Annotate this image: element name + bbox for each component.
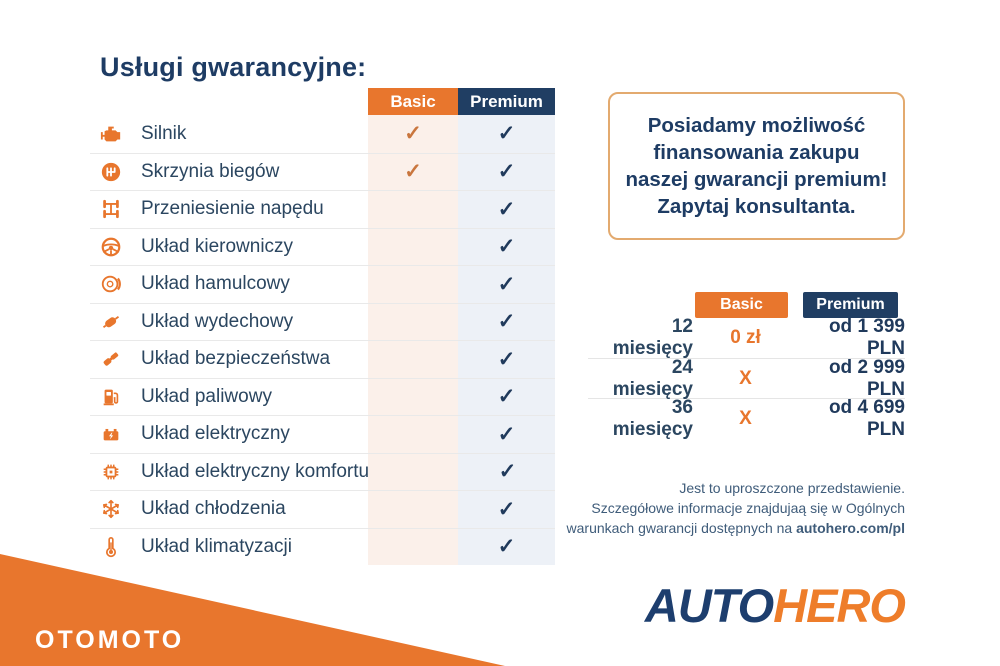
service-label: Silnik — [141, 122, 187, 144]
pricing-basic-value: 0 zł — [730, 327, 761, 348]
disclaimer-line: Jest to uproszczone przedstawienie. — [679, 480, 905, 496]
engine-icon — [100, 123, 124, 145]
service-label: Układ elektryczny — [141, 423, 290, 445]
pricing-premium-value: od 4 699 PLN — [828, 396, 905, 440]
snowflake-icon — [100, 498, 124, 520]
service-label: Układ chłodzenia — [141, 498, 286, 520]
chip-icon — [100, 461, 124, 483]
disclaimer-line: Szczegółowe informacje znajdujaą się w Ogólnych — [591, 500, 905, 516]
pricing-period: 12 miesięcy — [612, 316, 693, 359]
otomoto-logo: OTOMOTO — [35, 626, 185, 654]
premium-check-cell: ✓ — [497, 497, 516, 521]
service-row — [90, 453, 555, 491]
service-label: Układ hamulcowy — [141, 273, 290, 295]
pricing-row — [588, 358, 905, 398]
seatbelt-icon — [100, 348, 124, 370]
battery-icon — [100, 423, 124, 445]
service-row — [90, 153, 555, 191]
premium-check-cell: ✓ — [497, 422, 516, 446]
fuel-pump-icon — [100, 386, 124, 408]
service-row — [90, 115, 555, 153]
premium-check-cell: ✓ — [497, 272, 516, 296]
pricing-premium-value: od 2 999 PLN — [828, 356, 905, 400]
service-label: Układ wydechowy — [141, 310, 294, 332]
disclaimer — [567, 478, 905, 538]
autohero-logo-auto: AUTO — [644, 579, 774, 632]
drivetrain-icon — [100, 198, 124, 220]
premium-check-cell: ✓ — [497, 347, 516, 371]
services-body — [90, 115, 555, 565]
service-label: Skrzynia biegów — [141, 160, 280, 182]
premium-check-cell: ✓ — [497, 160, 516, 184]
pricing-premium-header: Premium — [803, 292, 898, 318]
financing-note-line: Posiadamy możliwość — [647, 114, 866, 137]
basic-check-cell: ✓ — [404, 122, 422, 146]
autohero-logo — [645, 578, 905, 633]
service-row — [90, 490, 555, 528]
premium-check-cell: ✓ — [498, 460, 517, 484]
premium-check-cell: ✓ — [497, 122, 516, 146]
service-label: Układ klimatyzacji — [141, 535, 292, 557]
pricing-body — [588, 318, 905, 438]
autohero-url: autohero.com/pl — [796, 520, 905, 536]
service-label: Układ bezpieczeństwa — [141, 348, 331, 370]
basic-column-header: Basic — [368, 88, 458, 115]
disclaimer-line: warunkach gwarancji dostępnych na autohero.com/pl — [566, 520, 905, 536]
pricing-basic-value: X — [739, 407, 752, 429]
service-label: Układ kierowniczy — [141, 235, 294, 257]
pricing-period: 36 miesięcy — [612, 396, 693, 440]
service-row — [90, 303, 555, 341]
service-row — [90, 340, 555, 378]
thermometer-icon — [100, 536, 124, 558]
financing-note-line: Zapytaj konsultanta. — [657, 195, 856, 218]
premium-check-cell: ✓ — [497, 235, 516, 259]
service-row — [90, 378, 555, 416]
exhaust-icon — [100, 311, 124, 333]
pricing-premium-value: od 1 399 PLN — [828, 316, 905, 359]
premium-check-cell: ✓ — [497, 535, 516, 559]
premium-check-cell: ✓ — [497, 310, 516, 334]
steering-wheel-icon — [100, 236, 124, 258]
financing-note-box — [608, 92, 905, 240]
autohero-logo-hero: HERO — [773, 579, 905, 632]
financing-note-line: finansowania zakupu — [653, 141, 860, 164]
brake-icon — [100, 273, 124, 295]
service-row — [90, 265, 555, 303]
service-label: Układ paliwowy — [141, 385, 272, 407]
service-label: Przeniesienie napędu — [141, 198, 324, 220]
service-row — [90, 415, 555, 453]
pricing-row — [588, 398, 905, 438]
basic-check-cell: ✓ — [404, 160, 422, 184]
financing-note-line: naszej gwarancji premium! — [625, 168, 888, 191]
service-label: Układ elektryczny komfortu — [141, 460, 370, 482]
page-title: Usługi gwarancyjne: — [100, 52, 367, 82]
premium-column-header: Premium — [458, 88, 555, 115]
service-row — [90, 528, 555, 566]
services-table — [90, 88, 555, 568]
service-row — [90, 190, 555, 228]
pricing-period: 24 miesięcy — [612, 356, 693, 400]
service-row — [90, 228, 555, 266]
premium-check-cell: ✓ — [497, 385, 516, 409]
pricing-row — [588, 318, 905, 358]
pricing-basic-value: X — [739, 367, 752, 389]
pricing-basic-header: Basic — [695, 292, 788, 318]
gearbox-icon — [100, 161, 124, 183]
premium-check-cell: ✓ — [497, 197, 516, 221]
